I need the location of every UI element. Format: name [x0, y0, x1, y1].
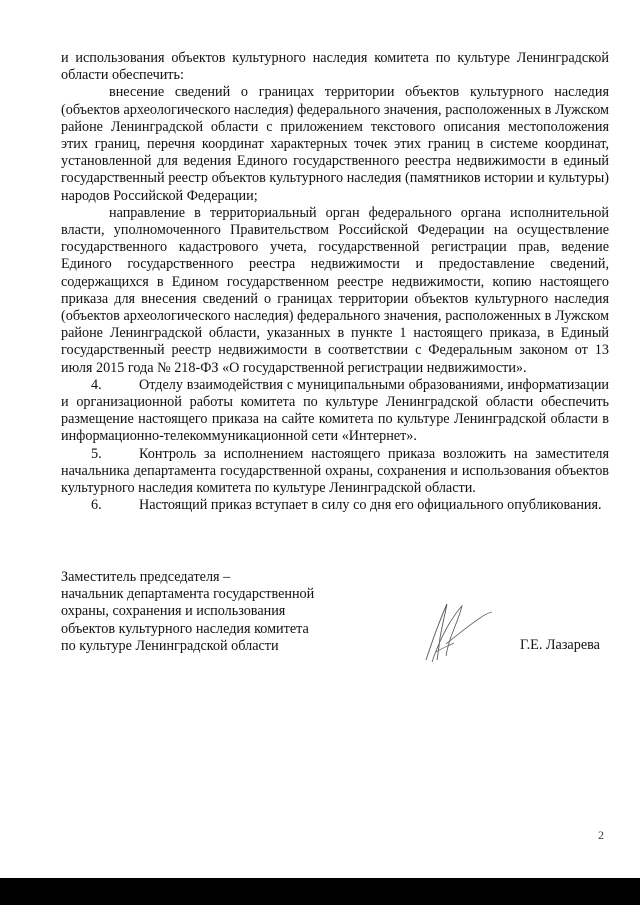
signatory-title-line: начальник департамента государственной	[61, 586, 315, 603]
signatory-title	[61, 569, 361, 655]
item-number: 4.	[91, 376, 102, 393]
numbered-item-5	[61, 446, 609, 498]
document-body	[61, 50, 609, 514]
signatory-title-line: по культуре Ленинградской области	[61, 637, 279, 654]
scan-border	[0, 878, 640, 905]
page-number: 2	[598, 828, 604, 842]
signatory-title-line: Заместитель председателя –	[61, 569, 231, 585]
handwritten-signature	[416, 596, 496, 666]
item-text: Настоящий приказ вступает в силу со дня его официального опубликования.	[139, 497, 602, 514]
paragraph-continuation: и использования объектов культурного наследия комитета по культуре Ленинградской области обеспечить:	[61, 50, 609, 84]
paragraph-territorial-body: направление в территориальный орган федерального органа исполнительной власти, уполномоченного Правительством Российской Федерации на осуществление государственного кадастрового учета, государственной регистрации прав, ведение Единого государственного реестра недвижимости и предоставление сведений, содержащихся в Едином государственном реестре недвижимости, копию настоящего приказа для внесения сведений о границах территории объектов культурного наследия (объектов археологического наследия) федерального значения, расположенных в Лужском районе Ленинградской области, указанных в пункте 1 настоящего приказа, в Единый государственный реестр недвижимости в соответствии с Федеральным законом от 13 июля 2015 года № 218-ФЗ «О государственной регистрации недвижимости».	[61, 204, 609, 376]
numbered-item-4	[61, 377, 609, 446]
item-text: Контроль за исполнением настоящего приказа возложить на заместителя начальника департамента государственной охраны, сохранения и использования объектов культурного наследия комитета по культуре Ленинградской области.	[61, 445, 609, 497]
item-number: 6.	[91, 497, 102, 514]
paragraph-registry-entry: внесение сведений о границах территории объектов культурного наследия (объектов археологического наследия) федерального значения, расположенных в Лужском районе Ленинградской области с приложением текстового описания местоположения этих границ, перечня координат характерных точек этих границ в системе координат, установленной для ведения Единого государственного реестра недвижимости в единый государственный реестр объектов культурного наследия (памятников истории и культуры) народов Российской Федерации;	[61, 84, 609, 204]
signatory-title-line: объектов культурного наследия комитета	[61, 620, 309, 637]
signer-name: Г.Е. Лазарева	[520, 637, 600, 653]
item-text: Отделу взаимодействия с муниципальными образованиями, информатизации и организационной работы комитета по культуре Ленинградской области обеспечить размещение настоящего приказа на сайте комитета по культуре Ленинградской области в информационно-телекоммуникационной сети «Интернет».	[61, 376, 609, 445]
signatory-title-line: охраны, сохранения и использования	[61, 603, 286, 620]
numbered-item-6	[61, 497, 609, 514]
item-number: 5.	[91, 445, 102, 462]
